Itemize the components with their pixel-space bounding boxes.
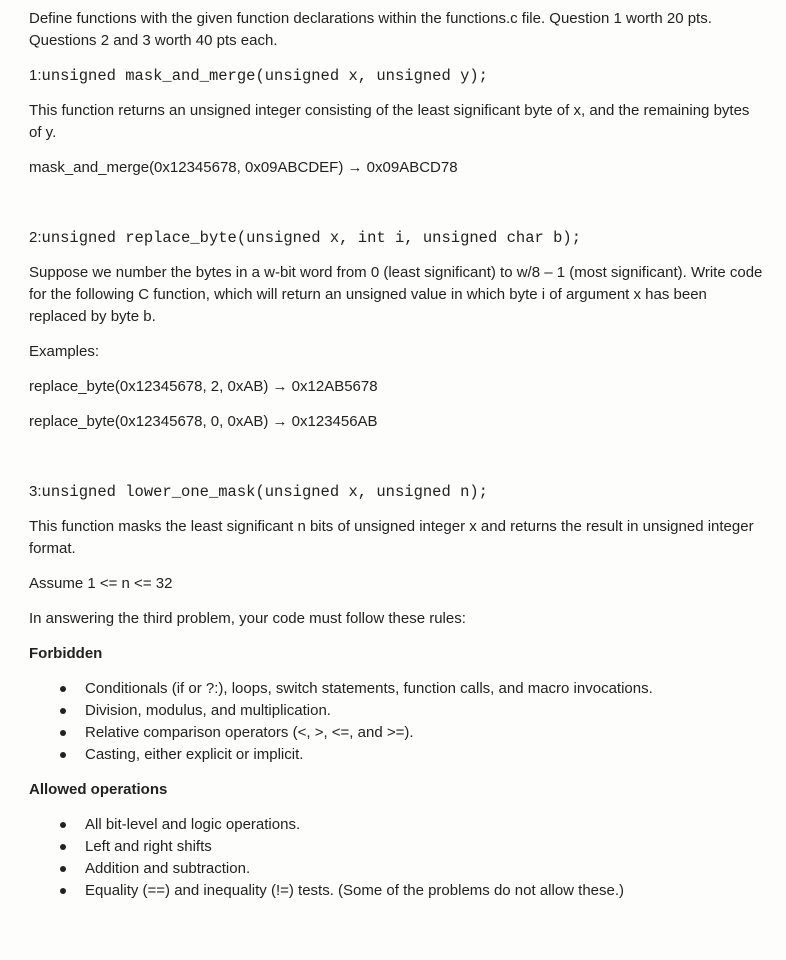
q2-number: 2: xyxy=(29,229,42,246)
bullet-icon xyxy=(60,686,66,692)
q1-number: 1: xyxy=(29,67,42,84)
bullet-icon xyxy=(60,752,66,758)
assignment-document xyxy=(29,8,764,915)
list-item xyxy=(29,858,764,880)
list-item xyxy=(29,700,764,722)
intro-paragraph: Define functions with the given function declarations within the functions.c file. Question 1 worth 20 pts. Questions 2 and 3 worth 40 pts each. xyxy=(29,10,712,49)
list-item-text: Relative comparison operators (<, >, <=, and >=). xyxy=(85,724,414,741)
q3-code: unsigned lower_one_mask(unsigned x, unsigned n); xyxy=(41,483,488,501)
q2-description: Suppose we number the bytes in a w-bit word from 0 (least significant) to w/8 – 1 (most significant). Write code for the following C function, which will return an unsigned value in which byte i of argument x has been replaced by byte b. xyxy=(29,264,763,325)
list-item xyxy=(29,880,764,902)
bullet-icon xyxy=(60,866,66,872)
q1-example: mask_and_merge(0x12345678, 0x09ABCDEF) → 0x09ABCD78 xyxy=(29,159,458,176)
list-item-text: Equality (==) and inequality (!=) tests. (Some of the problems do not allow these.) xyxy=(85,882,625,899)
q3-rules-intro: In answering the third problem, your code must follow these rules: xyxy=(29,610,466,627)
list-item-text: Division, modulus, and multiplication. xyxy=(85,702,331,719)
q3-signature xyxy=(29,481,764,503)
list-item-text: Casting, either explicit or implicit. xyxy=(85,746,304,763)
list-item-text: All bit-level and logic operations. xyxy=(85,816,301,833)
list-item xyxy=(29,744,764,766)
forbidden-list xyxy=(29,678,764,766)
q1-code: unsigned mask_and_merge(unsigned x, unsigned y); xyxy=(41,67,488,85)
q2-example-2: replace_byte(0x12345678, 0, 0xAB) → 0x123456AB xyxy=(29,413,378,430)
list-item xyxy=(29,678,764,700)
list-item xyxy=(29,722,764,744)
q2-code: unsigned replace_byte(unsigned x, int i, unsigned char b); xyxy=(41,229,582,247)
q3-number: 3: xyxy=(29,483,42,500)
bullet-icon xyxy=(60,708,66,714)
allowed-list xyxy=(29,814,764,902)
bullet-icon xyxy=(60,822,66,828)
allowed-heading: Allowed operations xyxy=(29,781,168,798)
section-gap xyxy=(29,446,764,481)
q3-assumption: Assume 1 <= n <= 32 xyxy=(29,575,173,592)
q1-signature xyxy=(29,65,764,87)
bullet-icon xyxy=(60,730,66,736)
q2-signature xyxy=(29,227,764,249)
list-item-text: Conditionals (if or ?:), loops, switch statements, function calls, and macro invocations. xyxy=(85,680,653,697)
q1-description: This function returns an unsigned integer consisting of the least significant byte of x, and the remaining bytes of y. xyxy=(29,102,750,141)
q3-description: This function masks the least significant n bits of unsigned integer x and returns the result in unsigned integer format. xyxy=(29,518,754,557)
q2-example-1: replace_byte(0x12345678, 2, 0xAB) → 0x12AB5678 xyxy=(29,378,378,395)
list-item-text: Addition and subtraction. xyxy=(85,860,251,877)
q2-examples-label: Examples: xyxy=(29,343,100,360)
bullet-icon xyxy=(60,888,66,894)
list-item-text: Left and right shifts xyxy=(85,838,212,855)
forbidden-heading: Forbidden xyxy=(29,645,103,662)
section-gap xyxy=(29,192,764,227)
bullet-icon xyxy=(60,844,66,850)
list-item xyxy=(29,836,764,858)
list-item xyxy=(29,814,764,836)
